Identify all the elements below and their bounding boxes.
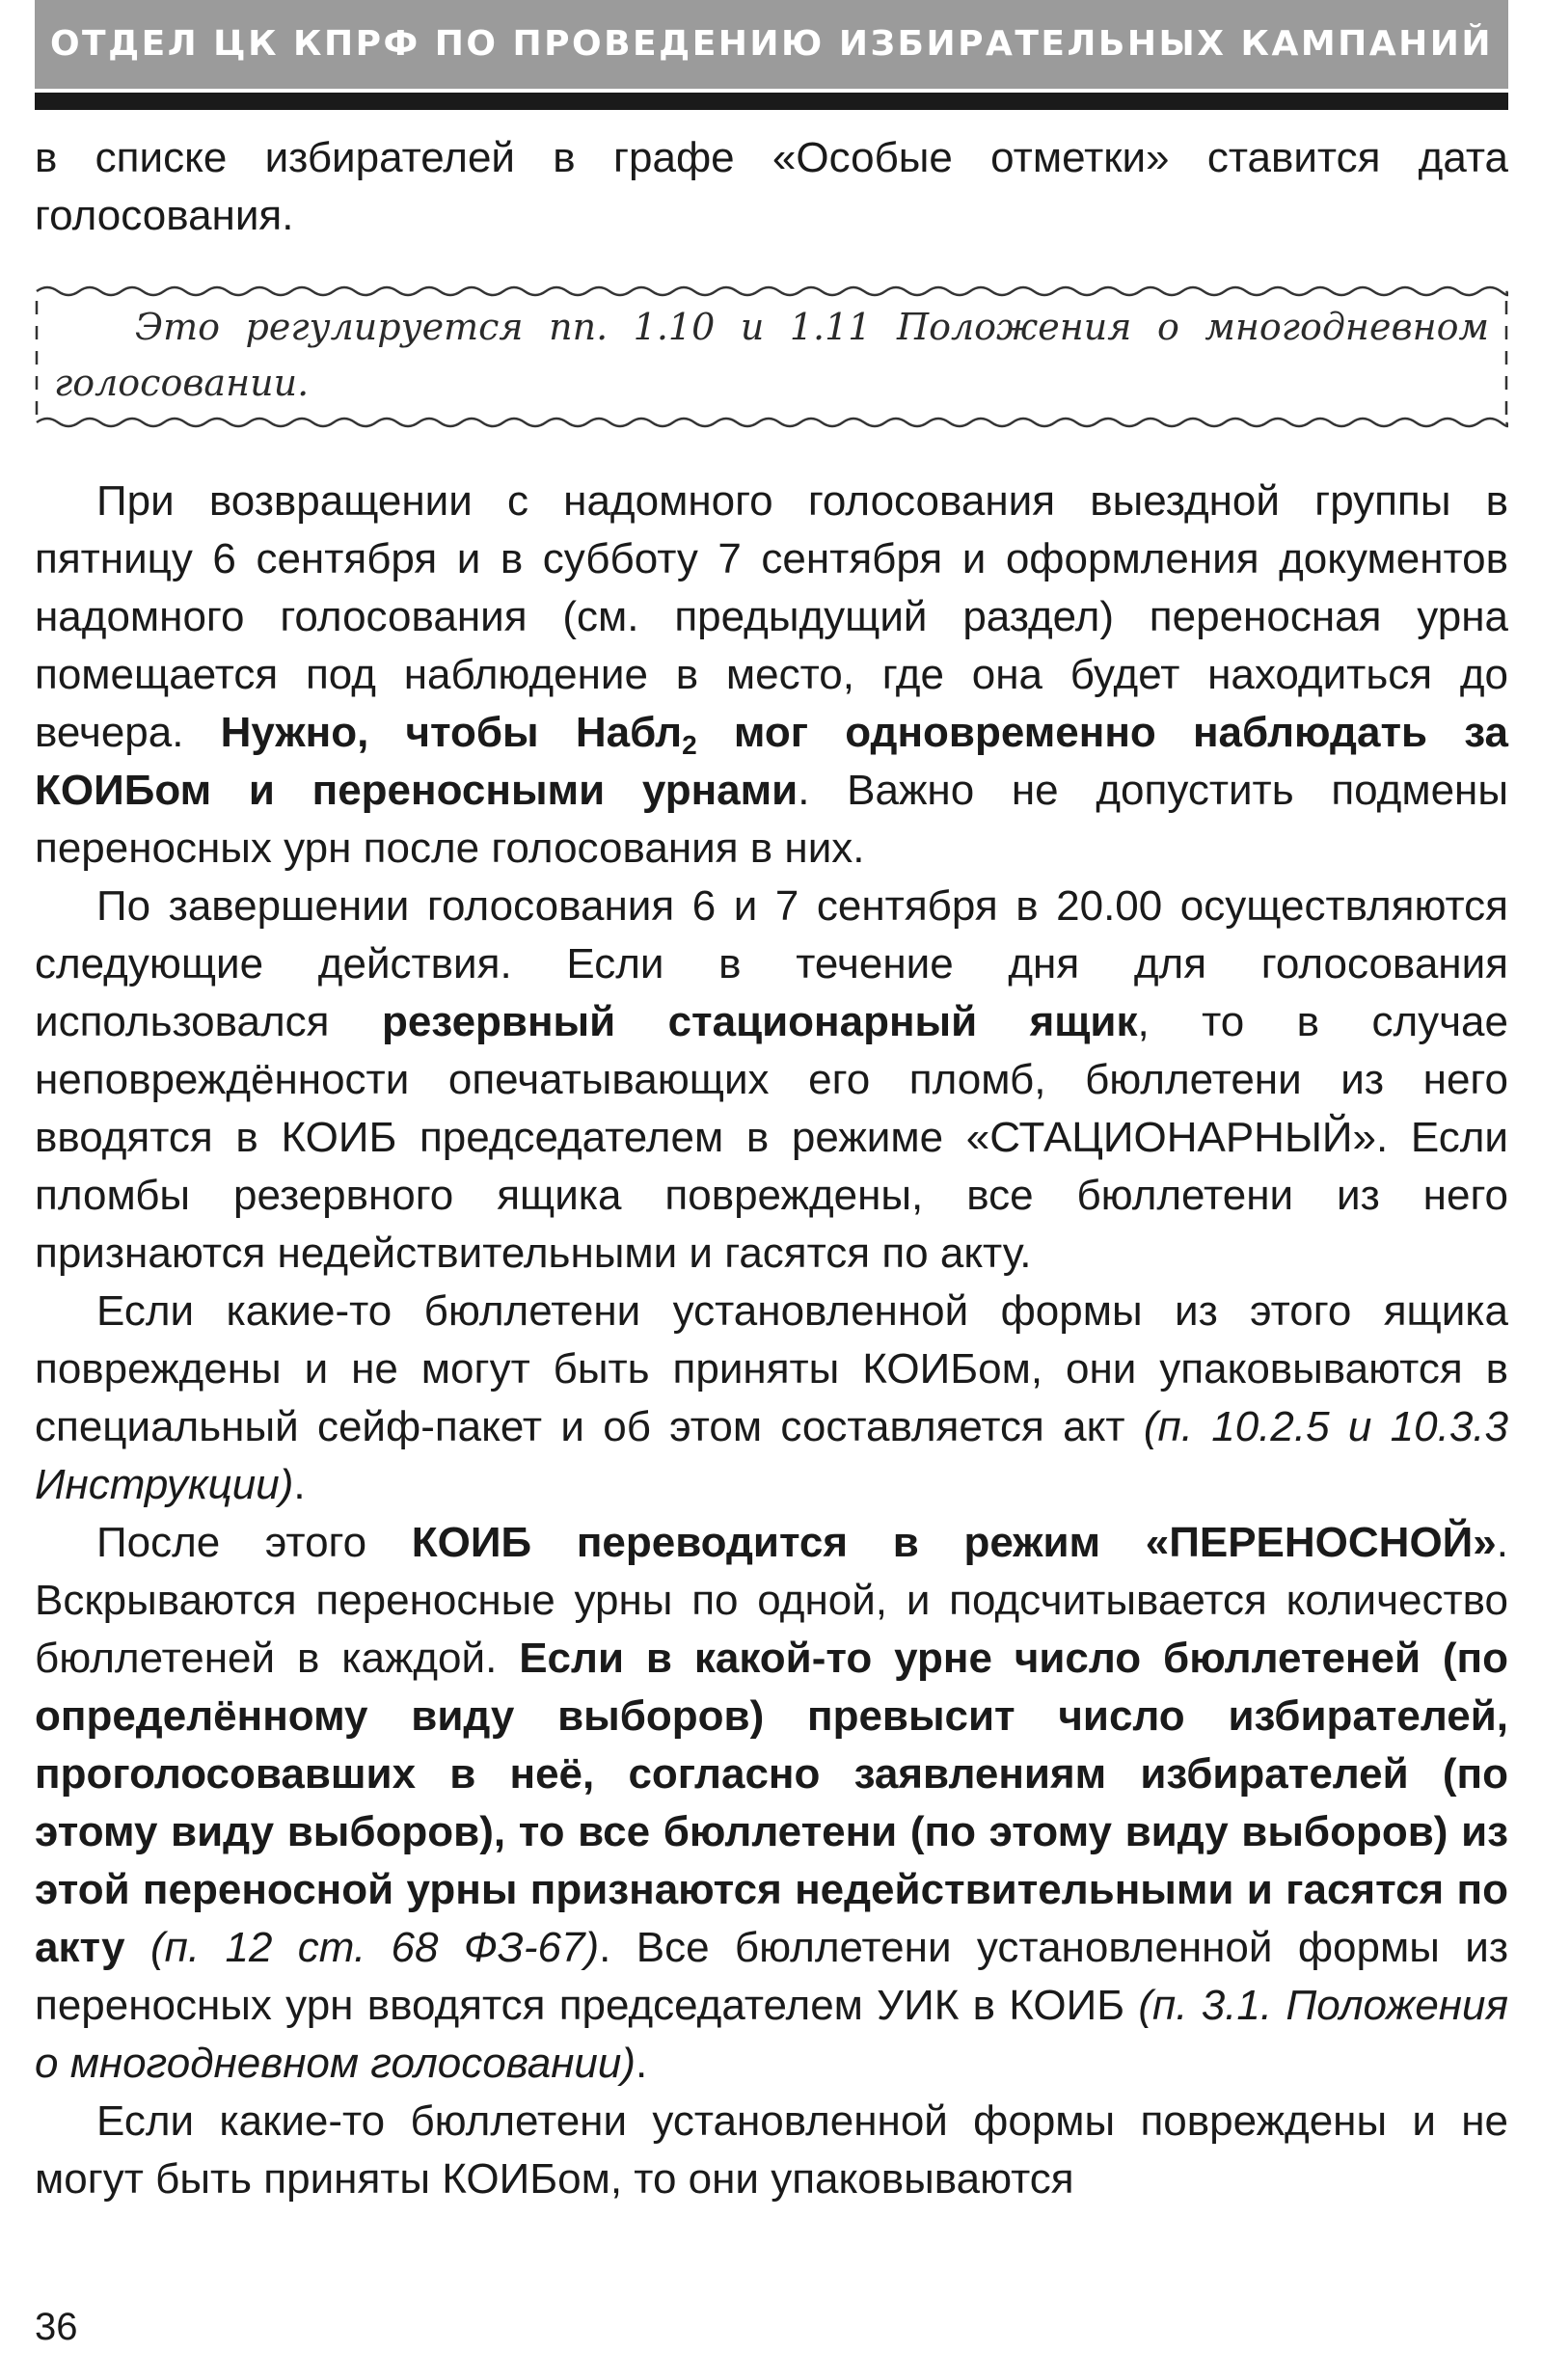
- note-box: [35, 280, 1508, 434]
- header-title: ОТДЕЛ ЦК КПРФ ПО ПРОВЕДЕНИЮ ИЗБИРАТЕЛЬНЫХ КАМПАНИЙ: [49, 24, 1494, 64]
- p4-text-4: . Все бюллетени установленной формы из переносных урн вводятся председателем УИК в КОИБ: [35, 1924, 1509, 2029]
- page-header: [35, 0, 1508, 89]
- p4-text-1: После этого: [96, 1519, 412, 1566]
- p1-text-1: При возвращении с надомного голосования выездной группы в пятницу 6 сентября и в субботу 7 сентября и оформления документов надомного голосования (см. предыдущий раздел) переносная урна помещается под наблюдение в место, где она будет находиться до вечера.: [35, 477, 1508, 756]
- p1-bold-1-text: Нужно, чтобы Набл: [220, 709, 683, 756]
- intro-block: [35, 129, 1508, 245]
- paragraph-1: [35, 473, 1508, 878]
- p3-italic-1: (п. 10.2.5 и 10.3.3 Инструкции): [35, 1403, 1508, 1508]
- p4-text-3: [125, 1924, 150, 1971]
- paragraph-4: [35, 1514, 1508, 2093]
- p2-text-2: , то в случае неповреждённости опечатывающих его пломб, бюллетени из него вводятся в КОИБ председателем в режиме «СТАЦИОНАРНЫЙ». Если пломбы резервного ящика повреждены, все бюллетени из него признаются недействительными и гасятся по акту.: [35, 998, 1508, 1277]
- p4-bold-2: Если в какой-то урне число бюллетеней (по определённому виду выборов) превысит число избирателей, проголосовавших в неё, согласно заявлениям избирателей (по этому виду выборов), то все бюллетени (по этому виду выборов) из этой переносной урны признаются недействительными и гасятся по акту: [35, 1635, 1509, 1971]
- p2-text-1: По завершении голосования 6 и 7 сентября в 20.00 осуществляются следующие действия. Если в течение дня для голосования использовался: [35, 882, 1508, 1045]
- paragraph-5: [35, 2093, 1508, 2208]
- main-body: [35, 473, 1508, 2208]
- p1-bold-2-text: мог одновременно наблюдать за КОИБом и переносными урнами: [35, 709, 1508, 814]
- note-text: Это регулируется пп. 1.10 и 1.11 Положения о многодневном голосовании.: [54, 306, 1489, 404]
- p2-bold-1: резервный стационарный ящик: [381, 998, 1138, 1045]
- p5-text-1: Если какие-то бюллетени установленной формы повреждены и не могут быть приняты КОИБом, то они упаковываются: [35, 2097, 1508, 2203]
- p4-italic-2: (п. 3.1. Положения о многодневном голосовании): [35, 1982, 1508, 2087]
- header-rule: [35, 93, 1508, 110]
- intro-paragraph: в списке избирателей в графе «Особые отметки» ставится дата голосования.: [35, 134, 1508, 239]
- p4-bold-1: КОИБ переводится в режим «ПЕРЕНОСНОЙ»: [411, 1519, 1497, 1566]
- p4-text-5: .: [636, 2040, 648, 2087]
- p4-text-2: . Вскрываются переносные урны по одной, и подсчитывается количество бюллетеней в каждой.: [35, 1519, 1508, 1682]
- p4-italic-1: (п. 12 ст. 68 ФЗ-67): [150, 1924, 600, 1971]
- p3-text-2: .: [293, 1461, 306, 1508]
- p1-subscript: 2: [682, 730, 697, 760]
- p3-text-1: Если какие-то бюллетени установленной формы из этого ящика повреждены и не могут быть приняты КОИБом, они упаковываются в специальный сейф-пакет и об этом составляется акт: [35, 1287, 1508, 1450]
- paragraph-2: [35, 878, 1508, 1283]
- page-number: 36: [35, 2306, 78, 2348]
- p1-text-2: . Важно не допустить подмены переносных урн после голосования в них.: [35, 767, 1508, 872]
- paragraph-3: [35, 1283, 1508, 1514]
